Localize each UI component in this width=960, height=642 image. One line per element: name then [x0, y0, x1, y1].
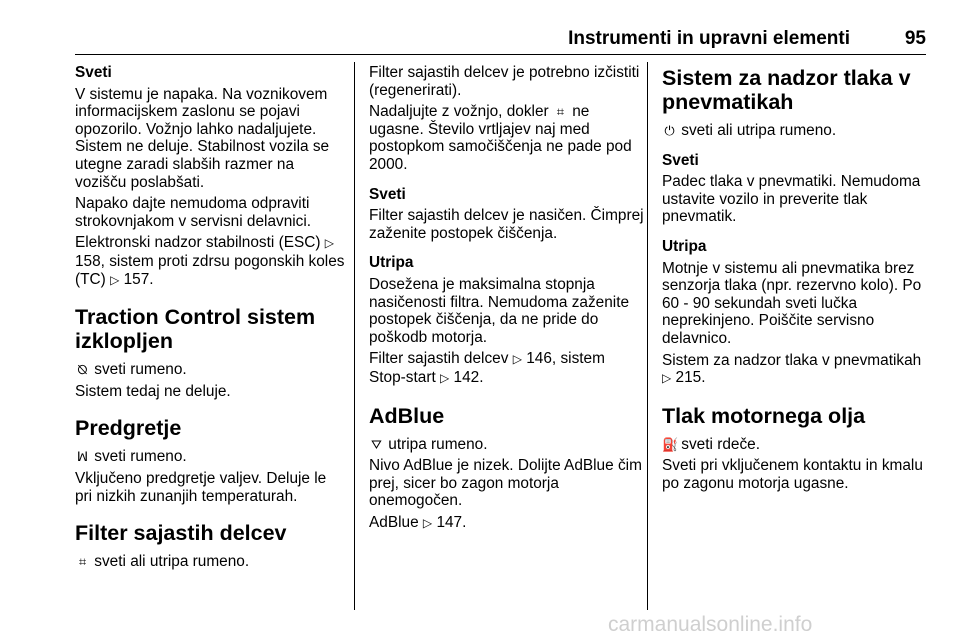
- tc-off-icon: ⦰: [77, 362, 88, 378]
- oil-can-icon: ⛽: [662, 436, 679, 452]
- paragraph: V sistemu je napaka. Na voznikovem informacijskem zaslonu se pojavi opozorilo. Vožnjo lahko nadaljujete. Sistem ne deluje. Stabilnost vozila se utegne zaradi slabših razmer na vozišču poslabšati.: [75, 85, 330, 191]
- cross-reference: AdBlue ▷ 147.: [369, 513, 467, 531]
- paragraph: Filter sajastih delcev je nasičen. Čimprej zaženite postopek čiščenja.: [369, 207, 644, 242]
- paragraph: Filter sajastih delcev je potrebno izčistiti (regenerirati).: [369, 64, 640, 99]
- cross-reference: Elektronski nadzor stabilnosti (ESC) ▷ 158, sistem proti zdrsu pogonskih koles (TC) ▷ 157.: [75, 234, 345, 288]
- paragraph: Sveti pri vključenem kontaktu in kmalu po zagonu motorja ugasne.: [662, 457, 923, 492]
- ref-arrow-icon: ▷: [512, 352, 522, 367]
- subheading-utripa: Utripa: [662, 237, 707, 255]
- heading-traction-control: Traction Control sistem izklopljen: [75, 305, 316, 354]
- subheading-sveti: Sveti: [75, 64, 112, 81]
- paragraph: Nivo AdBlue je nizek. Dolijte AdBlue čim prej, sicer bo zagon motorja onemogočen.: [369, 457, 642, 510]
- paragraph: Nadaljujte z vožnjo, dokler ⌗ ne ugasne. Število vrtljajev naj med postopkom samočiščenja ne pade pod 2000.: [369, 103, 632, 173]
- status-line: ⏻ sveti ali utripa rumeno.: [662, 122, 932, 140]
- column-right: [662, 64, 932, 497]
- heading-predgretje: Predgretje: [75, 416, 182, 441]
- paragraph: Sistem tedaj ne deluje.: [75, 382, 231, 400]
- column-divider: [647, 62, 648, 610]
- page-header: [75, 28, 926, 58]
- paragraph: Motnje v sistemu ali pnevmatika brez senzorja tlaka (npr. rezervno kolo). Po 60 - 90 sekundah sveti lučka neprekinjeno. Poiščite servisno delavnico.: [662, 259, 922, 347]
- status-line: ꟽ sveti rumeno.: [76, 448, 187, 466]
- heading-adblue: AdBlue: [369, 403, 445, 428]
- paragraph: Napako dajte nemudoma odpraviti strokovnjakom v servisni delavnici.: [75, 195, 312, 230]
- heading-tpms: Sistem za nadzor tlaka v pnevmatikah: [662, 66, 911, 114]
- heading-oil-pressure: Tlak motornega olja: [662, 403, 866, 428]
- column-left: [75, 64, 347, 575]
- status-line: ⦰ sveti rumeno.: [75, 361, 347, 379]
- header-rule: [75, 54, 926, 55]
- ref-arrow-icon: ▷: [440, 370, 450, 385]
- watermark: carmanualsonline.info: [608, 613, 813, 636]
- preheat-coil-icon: ꟽ: [76, 449, 89, 465]
- paragraph: Dosežena je maksimalna stopnja nasičenosti filtra. Nemudoma zaženite postopek čiščenja, da ne pride do poškodb motorja.: [369, 275, 630, 346]
- adblue-icon: ⛛: [371, 436, 382, 452]
- diesel-particulate-filter-icon: ⌗: [556, 104, 565, 120]
- status-line: ⛛ utripa rumeno.: [369, 436, 644, 454]
- subheading-sveti: Sveti: [369, 185, 406, 203]
- ref-arrow-icon: ▷: [110, 272, 120, 287]
- column-middle: [369, 64, 644, 536]
- cross-reference: Filter sajastih delcev ▷ 146, sistem Stop-start ▷ 142.: [369, 350, 605, 386]
- heading-filter: Filter sajastih delcev: [75, 521, 287, 546]
- paragraph: Padec tlaka v pnevmatiki. Nemudoma ustavite vozilo in preverite tlak pnevmatik.: [662, 173, 921, 226]
- status-line: ⌗ sveti ali utripa rumeno.: [75, 553, 347, 571]
- diesel-particulate-filter-icon: ⌗: [78, 554, 87, 570]
- paragraph: Vključeno predgretje valjev. Deluje le pri nizkih zunanjih temperaturah.: [75, 469, 327, 505]
- page-number: 95: [904, 28, 926, 49]
- cross-reference: Sistem za nadzor tlaka v pnevmatikah ▷ 215.: [662, 351, 922, 387]
- status-line: ⛽ sveti rdeče.: [662, 435, 760, 453]
- ref-arrow-icon: ▷: [422, 515, 433, 530]
- column-divider: [354, 62, 355, 610]
- subheading-utripa: Utripa: [369, 254, 414, 272]
- ref-arrow-icon: ▷: [662, 371, 672, 386]
- section-title: Instrumenti in upravni elementi: [568, 28, 850, 49]
- tyre-pressure-icon: ⏻: [664, 123, 675, 138]
- subheading-sveti: Sveti: [662, 151, 699, 169]
- ref-arrow-icon: ▷: [324, 236, 335, 251]
